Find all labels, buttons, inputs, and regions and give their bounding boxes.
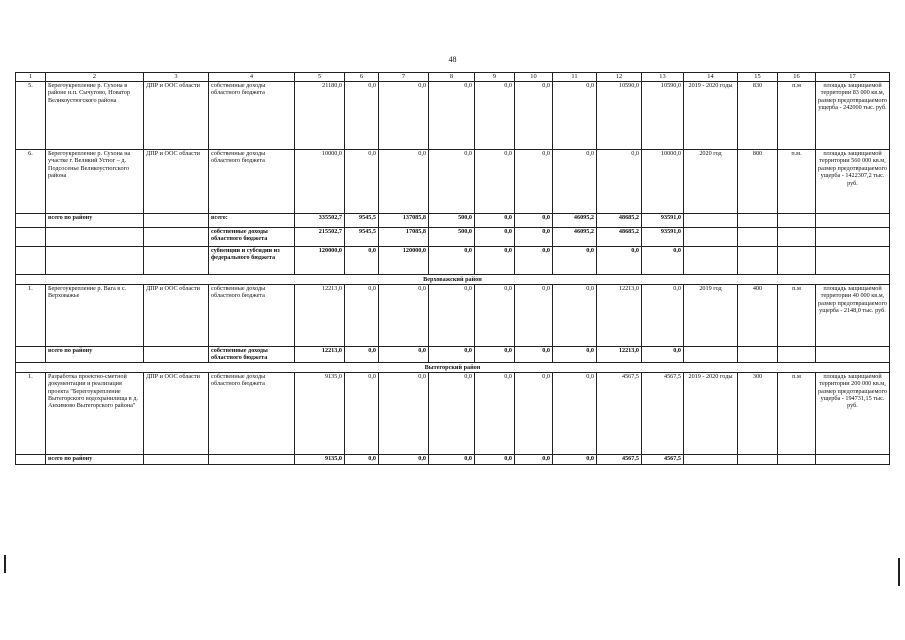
table-cell: 500,0	[429, 228, 475, 247]
table-cell	[46, 228, 144, 247]
table-cell	[738, 347, 778, 363]
column-number: 3	[144, 73, 209, 82]
table-cell: 0,0	[553, 247, 597, 275]
table-cell	[778, 454, 816, 464]
table-cell: 0,0	[429, 372, 475, 454]
district-title: Верховажский район	[16, 275, 890, 285]
table-cell: площадь защищаемой территории 560 000 кв.м, размер предотвращаемого ущерба - 1422307,2 тыс. руб.	[816, 150, 890, 214]
table-cell: 0,0	[597, 247, 642, 275]
column-number: 11	[553, 73, 597, 82]
table-cell	[684, 347, 738, 363]
table-cell: 0,0	[642, 347, 684, 363]
table-cell	[16, 347, 46, 363]
table-cell: 10000,0	[295, 150, 345, 214]
table-cell: 500,0	[429, 214, 475, 228]
table-cell	[16, 247, 46, 275]
table-cell	[144, 228, 209, 247]
table-cell: п.м	[778, 372, 816, 454]
table-cell: 93591,0	[642, 214, 684, 228]
table-cell: 0,0	[515, 228, 553, 247]
table-cell: 0,0	[345, 247, 379, 275]
table-cell: 0,0	[379, 82, 429, 150]
scan-mark-left	[4, 555, 6, 573]
column-number: 7	[379, 73, 429, 82]
table-cell: 10590,0	[642, 82, 684, 150]
table-cell: всего по району	[46, 214, 144, 228]
table-cell: 10000,0	[642, 150, 684, 214]
table-cell: всего:	[209, 214, 295, 228]
table-cell: 9135,0	[295, 372, 345, 454]
table-cell	[738, 247, 778, 275]
table-cell: п.м.	[778, 150, 816, 214]
table-cell: всего по району	[46, 347, 144, 363]
budget-table-wrap	[15, 72, 890, 465]
column-number: 14	[684, 73, 738, 82]
table-cell	[209, 454, 295, 464]
table-cell	[684, 454, 738, 464]
table-row	[16, 82, 890, 150]
table-cell: 0,0	[553, 347, 597, 363]
table-cell: 4567,5	[642, 372, 684, 454]
total-row	[16, 454, 890, 464]
table-cell: 46095,2	[553, 228, 597, 247]
table-cell: 0,0	[515, 82, 553, 150]
budget-table	[15, 72, 890, 465]
table-cell	[684, 214, 738, 228]
table-cell: 48685,2	[597, 214, 642, 228]
table-cell: п.м	[778, 82, 816, 150]
table-cell: 21180,0	[295, 82, 345, 150]
table-cell: 10590,0	[597, 82, 642, 150]
table-cell: Разработка проектно-сметной документации и реализация проекта "Берегоукрепление Вытегорского водохранилища в д. Анхимово Вытегорского района"	[46, 372, 144, 454]
table-cell: 93591,0	[642, 228, 684, 247]
table-cell: 0,0	[515, 247, 553, 275]
table-cell: 6.	[16, 150, 46, 214]
column-number: 10	[515, 73, 553, 82]
table-cell: 2019 - 2020 годы	[684, 372, 738, 454]
table-cell: 46095,2	[553, 214, 597, 228]
table-cell	[16, 214, 46, 228]
table-cell: площадь защищаемой территории 40 000 кв.м, размер предотвращаемого ущерба - 2148,0 тыс. руб.	[816, 285, 890, 347]
column-number: 13	[642, 73, 684, 82]
table-cell: 0,0	[345, 82, 379, 150]
table-cell: собственные доходы областного бюджета	[209, 150, 295, 214]
table-cell: 0,0	[429, 150, 475, 214]
table-cell	[778, 228, 816, 247]
table-cell	[144, 247, 209, 275]
table-cell: 0,0	[345, 454, 379, 464]
district-title: Вытегорский район	[16, 362, 890, 372]
table-cell: 0,0	[475, 150, 515, 214]
table-cell: Берегоукрепление р. Сухона в районе н.п. Сычугово, Новатор Великоустюгского района	[46, 82, 144, 150]
table-cell: 0,0	[429, 285, 475, 347]
table-row	[16, 285, 890, 347]
table-cell: 17085,8	[379, 228, 429, 247]
total-row	[16, 214, 890, 228]
table-cell	[778, 347, 816, 363]
table-cell: 215502,7	[295, 228, 345, 247]
table-cell: 0,0	[475, 82, 515, 150]
table-cell	[778, 214, 816, 228]
page-number: 48	[448, 55, 457, 64]
table-cell	[778, 247, 816, 275]
table-row	[16, 372, 890, 454]
table-cell: собственные доходы областного бюджета	[209, 372, 295, 454]
column-number: 2	[46, 73, 144, 82]
total-row	[16, 247, 890, 275]
table-cell: 5.	[16, 82, 46, 150]
column-number: 1	[16, 73, 46, 82]
table-cell: 0,0	[553, 82, 597, 150]
table-cell	[144, 454, 209, 464]
total-row	[16, 228, 890, 247]
table-cell	[738, 228, 778, 247]
table-cell	[16, 228, 46, 247]
table-cell: 800	[738, 150, 778, 214]
table-cell: 0,0	[429, 82, 475, 150]
scan-mark-right	[898, 558, 900, 586]
table-cell: 0,0	[597, 150, 642, 214]
table-cell: 0,0	[475, 247, 515, 275]
table-cell: всего по району	[46, 454, 144, 464]
table-cell: 0,0	[475, 347, 515, 363]
table-cell: 120000,0	[379, 247, 429, 275]
table-cell	[816, 454, 890, 464]
table-cell: собственные доходы областного бюджета	[209, 228, 295, 247]
table-row	[16, 150, 890, 214]
district-section-row	[16, 275, 890, 285]
table-cell: 0,0	[475, 228, 515, 247]
table-cell: 2019 - 2020 годы	[684, 82, 738, 150]
table-cell: 4567,5	[597, 454, 642, 464]
table-cell: 0,0	[553, 372, 597, 454]
table-cell: 830	[738, 82, 778, 150]
table-cell: 0,0	[515, 347, 553, 363]
table-cell: 9135,0	[295, 454, 345, 464]
table-cell	[738, 454, 778, 464]
table-cell: собственные доходы областного бюджета	[209, 82, 295, 150]
table-cell: 0,0	[475, 372, 515, 454]
table-cell: 0,0	[429, 454, 475, 464]
column-number: 6	[345, 73, 379, 82]
table-cell: 0,0	[642, 247, 684, 275]
column-number: 5	[295, 73, 345, 82]
column-number: 15	[738, 73, 778, 82]
column-number: 16	[778, 73, 816, 82]
table-cell	[144, 214, 209, 228]
table-cell	[684, 228, 738, 247]
table-cell: Берегоукрепление р. Вага в с. Верховажье	[46, 285, 144, 347]
column-number: 17	[816, 73, 890, 82]
table-cell: Берегоукрепление р. Сухона на участке г. Великий Устюг – д. Подсосенье Великоустюгского района	[46, 150, 144, 214]
table-cell: 137085,8	[379, 214, 429, 228]
table-cell	[144, 347, 209, 363]
table-cell: 0,0	[553, 150, 597, 214]
table-cell: 9545,5	[345, 228, 379, 247]
table-cell	[684, 247, 738, 275]
table-cell: 0,0	[429, 347, 475, 363]
table-cell: 9545,5	[345, 214, 379, 228]
table-cell: 0,0	[515, 454, 553, 464]
total-row	[16, 347, 890, 363]
table-cell: 0,0	[345, 150, 379, 214]
table-cell	[816, 214, 890, 228]
column-number: 9	[475, 73, 515, 82]
table-cell: 12213,0	[597, 285, 642, 347]
table-cell: 0,0	[345, 372, 379, 454]
table-cell: 0,0	[475, 214, 515, 228]
table-cell	[738, 214, 778, 228]
table-cell: 12213,0	[295, 347, 345, 363]
table-cell	[816, 347, 890, 363]
table-cell: 0,0	[429, 247, 475, 275]
table-cell: 0,0	[475, 454, 515, 464]
table-cell: 0,0	[379, 347, 429, 363]
column-number: 12	[597, 73, 642, 82]
table-cell: 4567,5	[642, 454, 684, 464]
table-cell: 0,0	[515, 150, 553, 214]
table-cell: 0,0	[379, 285, 429, 347]
table-cell	[16, 454, 46, 464]
table-cell: 0,0	[379, 150, 429, 214]
table-cell: собственные доходы областного бюджета	[209, 285, 295, 347]
table-cell: 0,0	[642, 285, 684, 347]
table-cell: 0,0	[553, 285, 597, 347]
table-cell: ДПР и ООС области	[144, 285, 209, 347]
table-cell: 12213,0	[597, 347, 642, 363]
table-cell: 0,0	[515, 372, 553, 454]
table-cell: 2019 год	[684, 285, 738, 347]
table-header-row	[16, 73, 890, 82]
table-cell: 0,0	[345, 285, 379, 347]
table-cell: ДПР и ООС области	[144, 372, 209, 454]
table-cell: 48685,2	[597, 228, 642, 247]
column-number: 4	[209, 73, 295, 82]
table-cell: 335502,7	[295, 214, 345, 228]
table-cell: собственные доходы областного бюджета	[209, 347, 295, 363]
table-cell	[46, 247, 144, 275]
district-section-row	[16, 362, 890, 372]
table-cell: 0,0	[515, 285, 553, 347]
table-cell: 12213,0	[295, 285, 345, 347]
table-cell: площадь защищаемой территории 83 000 кв.м, размер предотвращаемого ущерба - 242000 тыс. руб.	[816, 82, 890, 150]
column-number: 8	[429, 73, 475, 82]
table-cell: 4567,5	[597, 372, 642, 454]
table-cell: 0,0	[345, 347, 379, 363]
table-cell: субвенции и субсидии из федерального бюджета	[209, 247, 295, 275]
table-cell: 120000,0	[295, 247, 345, 275]
table-cell: 0,0	[515, 214, 553, 228]
table-cell: 2020 год	[684, 150, 738, 214]
table-cell	[816, 228, 890, 247]
table-cell	[816, 247, 890, 275]
table-cell: п.м	[778, 285, 816, 347]
table-cell: ДПР и ООС области	[144, 150, 209, 214]
table-cell: площадь защищаемой территории 200 000 кв.м, размер предотвращаемого ущерба - 194731,15 тыс. руб.	[816, 372, 890, 454]
table-cell: 0,0	[475, 285, 515, 347]
table-cell: 1.	[16, 372, 46, 454]
table-cell: ДПР и ООС области	[144, 82, 209, 150]
table-cell: 1.	[16, 285, 46, 347]
table-cell: 0,0	[379, 372, 429, 454]
table-cell: 400	[738, 285, 778, 347]
table-cell: 0,0	[379, 454, 429, 464]
table-cell: 300	[738, 372, 778, 454]
table-cell: 0,0	[553, 454, 597, 464]
